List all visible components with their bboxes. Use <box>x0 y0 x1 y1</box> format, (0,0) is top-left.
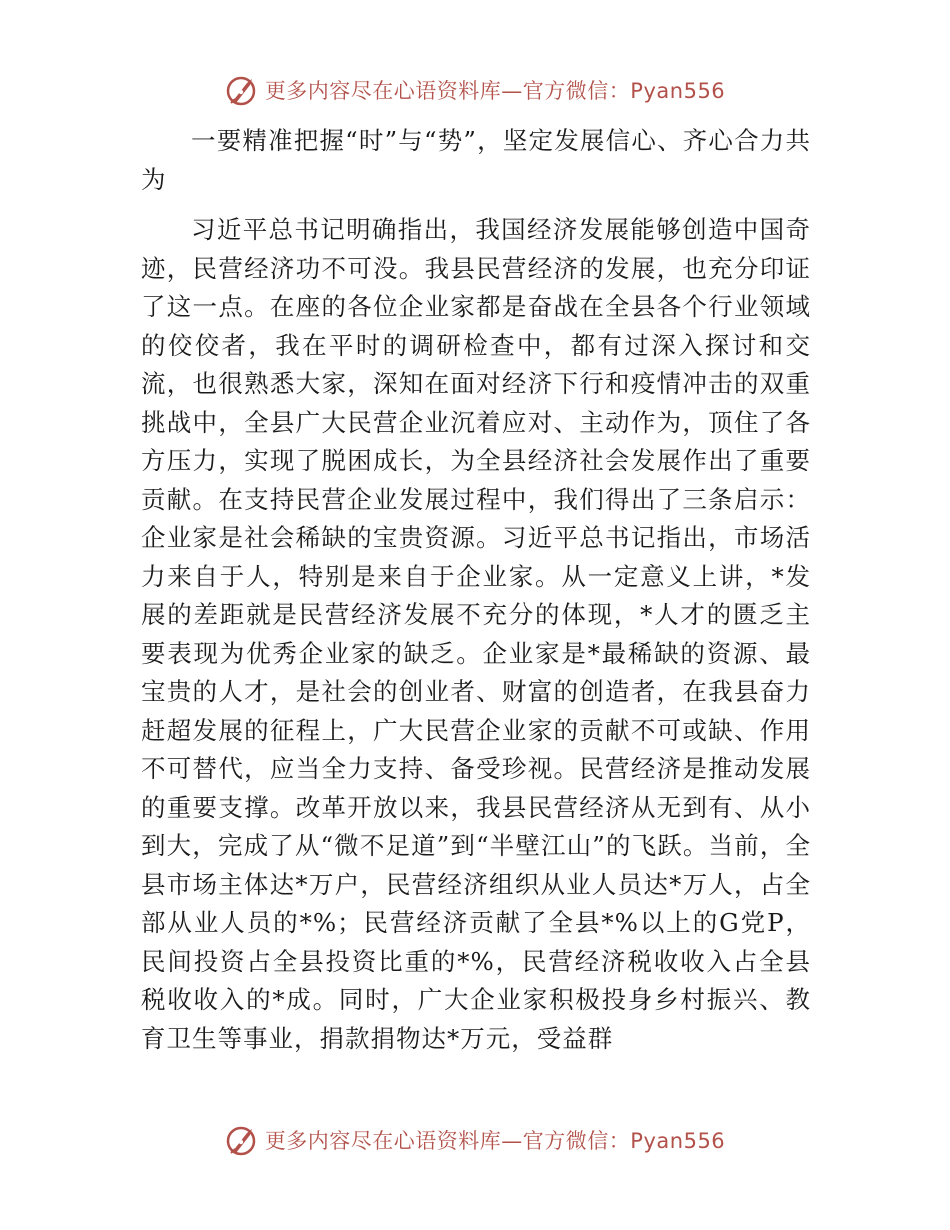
body-paragraph: 习近平总书记明确指出，我国经济发展能够创造中国奇迹，民营经济功不可没。我县民营经济的发展，也充分印证了这一点。在座的各位企业家都是奋战在全县各个行业领域的佼佼者，我在平时的调研检查中，都有过深入探讨和交流，也很熟悉大家，深知在面对经济下行和疫情冲击的双重挑战中，全县广大民营企业沉着应对、主动作为，顶住了各方压力，实现了脱困成长，为全县经济社会发展作出了重要贡献。在支持民营企业发展过程中，我们得出了三条启示：企业家是社会稀缺的宝贵资源。习近平总书记指出，市场活力来自于人，特别是来自于企业家。从一定意义上讲，*发展的差距就是民营经济发展不充分的体现，*人才的匮乏主要表现为优秀企业家的缺乏。企业家是*最稀缺的资源、最宝贵的人才，是社会的创业者、财富的创造者，在我县奋力赶超发展的征程上，广大民营企业家的贡献不可或缺、作用不可替代，应当全力支持、备受珍视。民营经济是推动发展的重要支撑。改革开放以来，我县民营经济从无到有、从小到大，完成了从“微不足道”到“半壁江山”的飞跃。当前，全县市场主体达*万户，民营经济组织从业人员达*万人，占全部从业人员的*%；民营经济贡献了全县*%以上的G党P，民间投资占全县投资比重的*%，民营经济税收收入占全县税收收入的*成。同时，广大企业家积极投身乡村振兴、教育卫生等事业，捐款捐物达*万元，受益群 <box>141 215 811 1053</box>
watermark-text: 更多内容尽在心语资料库—官方微信：Pyan556 <box>264 1129 726 1153</box>
section-heading: 一要精准把握“时”与“势”，坚定发展信心、齐心合力共为 <box>141 126 811 194</box>
pen-logo-icon <box>225 73 259 107</box>
pen-logo-icon <box>225 1123 259 1157</box>
document-body <box>141 122 811 1070</box>
watermark-header <box>0 68 950 112</box>
watermark-text: 更多内容尽在心语资料库—官方微信：Pyan556 <box>264 79 726 103</box>
watermark-footer <box>0 1118 950 1162</box>
